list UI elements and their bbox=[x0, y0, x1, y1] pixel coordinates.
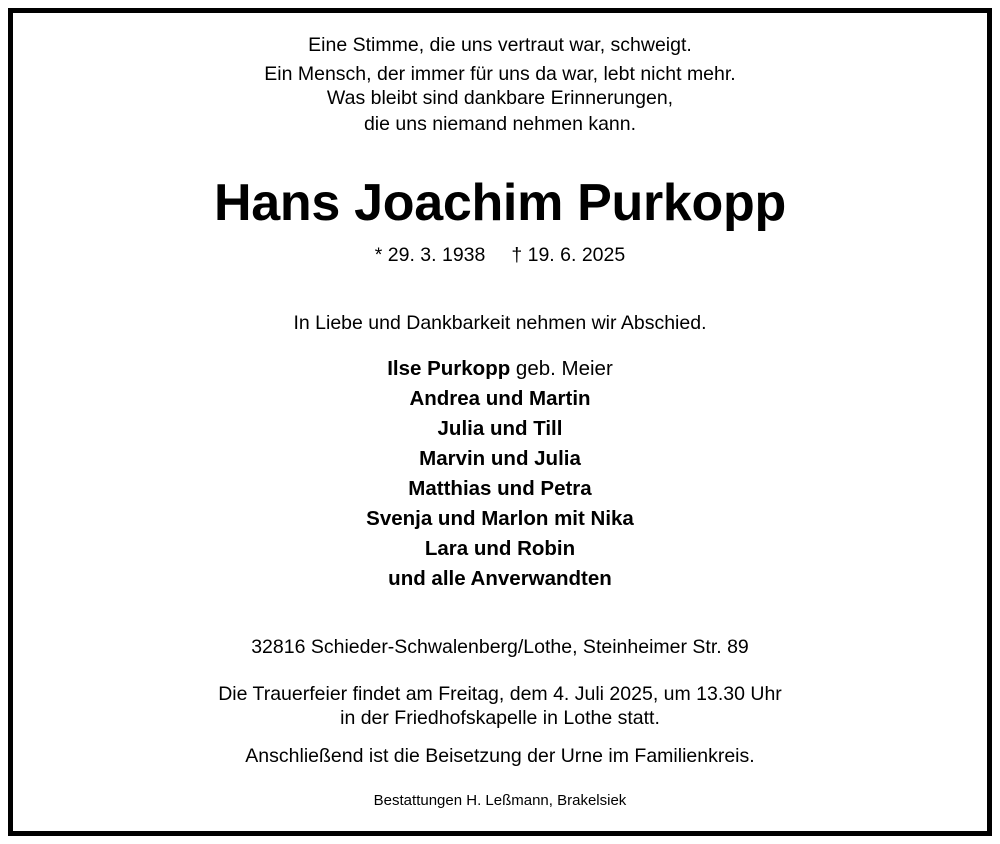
mourner-7: Lara und Robin bbox=[424, 537, 576, 560]
address-text: 32816 Schieder-Schwalenberg/Lothe, Steinheimer Str. 89 bbox=[251, 636, 749, 658]
life-dates bbox=[0, 244, 1000, 267]
verse-line-1: Eine Stimme, die uns vertraut war, schweigt. bbox=[308, 34, 692, 56]
verse-line-3: Was bleibt sind dankbare Erinnerungen, bbox=[326, 87, 674, 109]
mourner-8: und alle Anverwandten bbox=[388, 567, 612, 590]
mourner-4: Marvin und Julia bbox=[419, 447, 581, 470]
farewell-text: In Liebe und Dankbarkeit nehmen wir Abschied. bbox=[293, 312, 707, 334]
undertaker-text: Bestattungen H. Leßmann, Brakelsiek bbox=[373, 792, 627, 809]
deceased-name: Hans Joachim Purkopp bbox=[214, 174, 786, 232]
verse-line-2: Ein Mensch, der immer für uns da war, lebt nicht mehr. bbox=[264, 63, 736, 85]
mourner-2: Andrea und Martin bbox=[409, 387, 591, 410]
death-date: † 19. 6. 2025 bbox=[511, 244, 626, 266]
mourner-first bbox=[0, 354, 1000, 384]
ceremony-line-1: Die Trauerfeier findet am Freitag, dem 4. Juli 2025, um 13.30 Uhr bbox=[218, 683, 782, 705]
mourner-first-maiden: geb. Meier bbox=[510, 357, 613, 380]
birth-date: * 29. 3. 1938 bbox=[374, 244, 486, 266]
mourner-6: Svenja und Marlon mit Nika bbox=[366, 507, 634, 530]
mourner-3: Julia und Till bbox=[437, 417, 563, 440]
burial-text: Anschließend ist die Beisetzung der Urne im Familienkreis. bbox=[245, 745, 755, 767]
mourner-first-name: Ilse Purkopp bbox=[387, 357, 511, 380]
mourner-5: Matthias und Petra bbox=[408, 477, 592, 500]
ceremony-line-2: in der Friedhofskapelle in Lothe statt. bbox=[340, 707, 660, 729]
verse-line-4: die uns niemand nehmen kann. bbox=[363, 113, 637, 135]
